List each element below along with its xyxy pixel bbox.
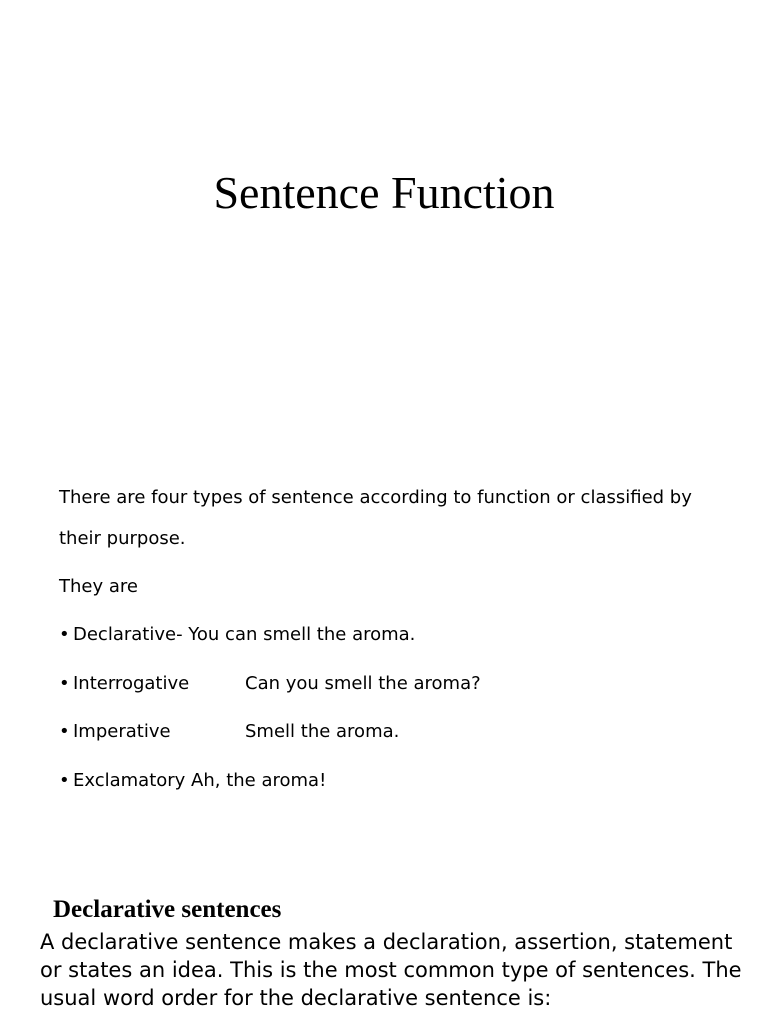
bullet-example: Smell the aroma. (245, 721, 400, 742)
intro-line-2: their purpose. (59, 528, 186, 549)
bullet-declarative (59, 623, 415, 647)
bullet-marker: • (59, 721, 70, 742)
bullet-example: Can you smell the aroma? (245, 673, 481, 694)
bullet-marker: • (59, 624, 70, 645)
bullet-exclamatory (59, 769, 326, 793)
section-paragraph (40, 928, 740, 1012)
bullet-interrogative (59, 672, 481, 696)
bullet-marker: • (59, 673, 70, 694)
bullet-term: Interrogative (73, 673, 190, 694)
bullet-term: Exclamatory Ah, the aroma! (73, 770, 327, 791)
bullet-imperative (59, 720, 400, 744)
bullet-marker: • (59, 770, 70, 791)
intro-line-3: They are (59, 576, 138, 597)
section-line-3: usual word order for the declarative sentence is: (40, 986, 552, 1010)
bullet-term: Declarative- You can smell the aroma. (73, 624, 416, 645)
section-heading: Declarative sentences (53, 896, 282, 923)
page-title: Sentence Function (213, 167, 555, 218)
section-line-1: A declarative sentence makes a declaration, assertion, statement (40, 930, 733, 954)
intro-line-1: There are four types of sentence according to function or classified by (59, 487, 692, 508)
bullet-term: Imperative (73, 721, 171, 742)
section-line-2: or states an idea. This is the most common type of sentences. The (40, 958, 742, 982)
